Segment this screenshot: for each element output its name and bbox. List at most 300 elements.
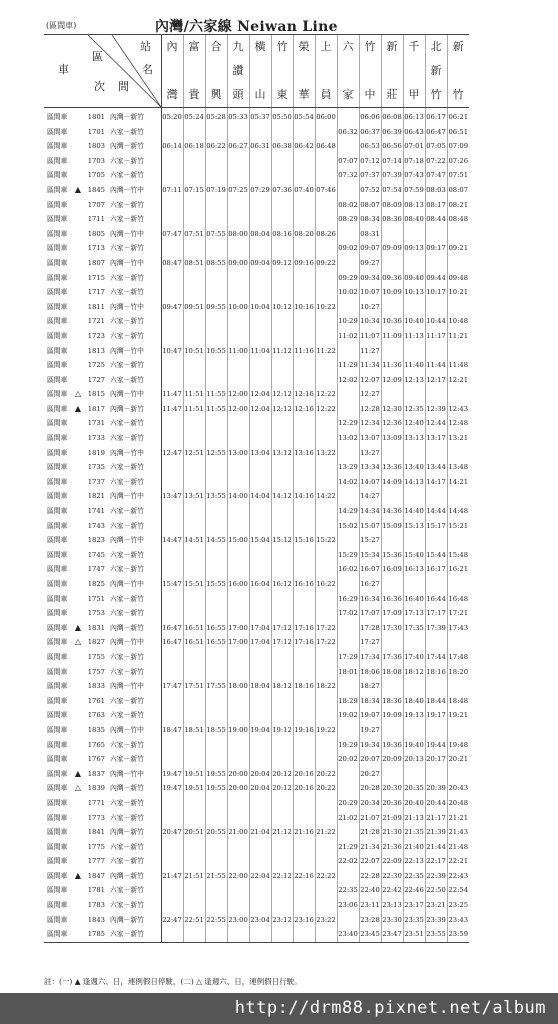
train-row — [44, 271, 469, 286]
time-cell: 06:14 — [161, 139, 183, 154]
time-cell — [161, 125, 183, 140]
time-cell — [271, 314, 293, 329]
time-cell: 14:27 — [359, 489, 381, 504]
time-cell: 20:07 — [359, 752, 381, 767]
time-cell: 14:36 — [381, 504, 403, 519]
station-header-3 — [227, 35, 249, 108]
time-cell: 11:16 — [293, 344, 315, 359]
time-cell — [227, 548, 249, 563]
time-cell: 13:44 — [425, 460, 447, 475]
time-cell: 12:13 — [403, 373, 425, 388]
train-row — [44, 198, 469, 213]
station-char: 富 — [188, 40, 200, 53]
time-cell: 18:40 — [403, 694, 425, 709]
time-cell: 12:47 — [161, 446, 183, 461]
time-cell — [337, 679, 359, 694]
time-cell: 12:09 — [381, 373, 403, 388]
time-cell — [447, 679, 469, 694]
station-header-0 — [161, 35, 183, 108]
service-mark — [71, 300, 85, 315]
time-cell: 06:22 — [205, 139, 227, 154]
time-cell — [315, 373, 337, 388]
time-cell: 14:12 — [271, 489, 293, 504]
time-cell — [205, 796, 227, 811]
time-cell: 15:51 — [183, 577, 205, 592]
time-cell — [315, 460, 337, 475]
time-cell — [447, 387, 469, 402]
time-cell: 13:36 — [381, 460, 403, 475]
train-row — [44, 504, 469, 519]
time-cell — [271, 431, 293, 446]
service-mark: △ — [74, 389, 82, 399]
timetable-body — [44, 108, 469, 943]
train-number: 1775 — [87, 842, 105, 851]
time-cell — [337, 300, 359, 315]
time-cell: 13:07 — [359, 431, 381, 446]
time-cell — [205, 883, 227, 898]
time-cell: 11:36 — [381, 358, 403, 373]
time-cell — [227, 927, 249, 942]
train-route: 六家－新竹 — [107, 519, 161, 534]
time-cell: 07:51 — [447, 168, 469, 183]
time-cell — [271, 927, 293, 942]
train-route: 內灣－竹中 — [107, 577, 161, 592]
time-cell — [205, 329, 227, 344]
time-cell — [227, 358, 249, 373]
time-cell: 21:36 — [381, 840, 403, 855]
time-cell: 18:27 — [359, 679, 381, 694]
time-cell — [271, 548, 293, 563]
service-mark — [71, 577, 85, 592]
time-cell: 22:54 — [447, 883, 469, 898]
time-cell: 10:00 — [227, 300, 249, 315]
time-cell — [315, 811, 337, 826]
train-route: 六家－新竹 — [107, 168, 161, 183]
train-class-tag: (區間車) — [46, 21, 77, 30]
train-type: 區間車 — [47, 346, 68, 355]
station-header-2 — [205, 35, 227, 108]
train-number: 1817 — [87, 404, 105, 413]
time-cell: 08:21 — [447, 198, 469, 213]
time-cell — [249, 416, 271, 431]
time-cell — [205, 562, 227, 577]
time-cell: 17:00 — [227, 635, 249, 650]
time-cell: 19:22 — [315, 723, 337, 738]
time-cell — [227, 811, 249, 826]
train-type: 區間車 — [47, 740, 68, 749]
time-cell: 06:42 — [293, 139, 315, 154]
train-type: 區間車 — [47, 565, 68, 574]
time-cell: 15:02 — [337, 519, 359, 534]
time-cell — [183, 212, 205, 227]
time-cell — [271, 665, 293, 680]
time-cell — [205, 314, 227, 329]
train-route: 內灣－新竹 — [107, 869, 161, 884]
time-cell — [337, 139, 359, 154]
time-cell: 10:13 — [403, 285, 425, 300]
service-mark — [71, 373, 85, 388]
time-cell: 10:48 — [447, 314, 469, 329]
train-route: 六家－新竹 — [107, 738, 161, 753]
time-cell: 13:40 — [403, 460, 425, 475]
station-char: 山 — [254, 88, 266, 101]
train-route: 內灣－竹中 — [107, 635, 161, 650]
train-number: 1753 — [87, 609, 105, 618]
time-cell: 06:53 — [359, 139, 381, 154]
time-cell: 11:51 — [183, 387, 205, 402]
train-type: 區間車 — [47, 229, 68, 238]
time-cell — [205, 271, 227, 286]
time-cell: 21:48 — [447, 840, 469, 855]
time-cell: 12:28 — [359, 402, 381, 417]
time-cell: 09:34 — [359, 271, 381, 286]
time-cell — [271, 460, 293, 475]
time-cell — [183, 431, 205, 446]
station-header-11 — [403, 35, 425, 108]
time-cell: 19:16 — [293, 723, 315, 738]
time-cell — [337, 533, 359, 548]
time-cell — [293, 650, 315, 665]
time-cell: 06:47 — [425, 125, 447, 140]
train-number: 1821 — [87, 492, 105, 501]
station-header-13 — [447, 35, 469, 108]
time-cell: 06:43 — [403, 125, 425, 140]
time-cell: 12:48 — [447, 416, 469, 431]
time-cell — [205, 898, 227, 913]
time-cell: 16:09 — [381, 562, 403, 577]
time-cell — [425, 300, 447, 315]
train-route: 六家－新竹 — [107, 927, 161, 942]
train-type: 區間車 — [47, 361, 68, 370]
train-route: 六家－新竹 — [107, 694, 161, 709]
time-cell — [293, 329, 315, 344]
time-cell — [249, 168, 271, 183]
time-cell: 06:31 — [249, 139, 271, 154]
train-row — [44, 446, 469, 461]
time-cell — [293, 271, 315, 286]
time-cell — [271, 198, 293, 213]
time-cell: 17:04 — [249, 621, 271, 636]
time-cell: 17:17 — [425, 606, 447, 621]
service-mark — [71, 431, 85, 446]
time-cell — [227, 796, 249, 811]
time-cell: 16:12 — [271, 577, 293, 592]
train-type: 區間車 — [47, 302, 68, 311]
station-char: 新 — [452, 40, 464, 53]
time-cell: 07:25 — [227, 183, 249, 198]
station-header-9 — [359, 35, 381, 108]
time-cell — [381, 635, 403, 650]
time-cell — [337, 344, 359, 359]
train-route: 六家－新竹 — [107, 840, 161, 855]
time-cell: 16:55 — [205, 635, 227, 650]
time-cell: 09:12 — [271, 256, 293, 271]
station-char: 華 — [298, 88, 310, 101]
time-cell — [161, 665, 183, 680]
time-cell: 14:00 — [227, 489, 249, 504]
time-cell — [337, 869, 359, 884]
time-cell: 12:02 — [337, 373, 359, 388]
time-cell: 23:16 — [293, 913, 315, 928]
time-cell — [205, 373, 227, 388]
time-cell: 20:04 — [249, 781, 271, 796]
station-char: 讚 — [232, 64, 244, 77]
time-cell: 12:34 — [359, 416, 381, 431]
time-cell: 19:29 — [337, 738, 359, 753]
time-cell: 19:02 — [337, 708, 359, 723]
time-cell — [227, 650, 249, 665]
time-cell: 08:13 — [403, 198, 425, 213]
service-mark — [71, 139, 85, 154]
time-cell — [249, 212, 271, 227]
train-type: 區間車 — [47, 492, 68, 501]
service-mark — [71, 256, 85, 271]
time-cell: 06:32 — [337, 125, 359, 140]
time-cell: 19:55 — [205, 767, 227, 782]
time-cell: 17:51 — [183, 679, 205, 694]
service-mark: △ — [74, 783, 82, 793]
time-cell: 12:12 — [271, 387, 293, 402]
time-cell: 12:04 — [249, 387, 271, 402]
time-cell: 13:12 — [271, 446, 293, 461]
time-cell — [205, 431, 227, 446]
time-cell — [315, 883, 337, 898]
time-cell: 07:37 — [359, 168, 381, 183]
time-cell: 19:21 — [447, 708, 469, 723]
time-cell — [161, 460, 183, 475]
station-char: 合 — [210, 40, 222, 53]
time-cell — [271, 154, 293, 169]
time-cell: 19:36 — [381, 738, 403, 753]
time-cell: 10:29 — [337, 314, 359, 329]
time-cell — [205, 416, 227, 431]
time-cell — [293, 168, 315, 183]
time-cell — [293, 358, 315, 373]
time-cell — [161, 431, 183, 446]
time-cell: 21:17 — [425, 811, 447, 826]
time-cell — [183, 592, 205, 607]
train-type: 區間車 — [47, 915, 68, 924]
time-cell — [315, 898, 337, 913]
header-corner — [44, 35, 161, 108]
time-cell: 07:39 — [381, 168, 403, 183]
time-cell — [293, 125, 315, 140]
time-cell — [249, 271, 271, 286]
time-cell: 18:22 — [315, 679, 337, 694]
time-cell — [161, 883, 183, 898]
time-cell: 19:00 — [227, 723, 249, 738]
train-row — [44, 154, 469, 169]
time-cell: 20:13 — [403, 752, 425, 767]
time-cell: 10:04 — [249, 300, 271, 315]
train-number: 1835 — [87, 725, 105, 734]
train-number: 1783 — [87, 901, 105, 910]
time-cell — [381, 679, 403, 694]
time-cell: 12:22 — [315, 387, 337, 402]
time-cell: 07:43 — [403, 168, 425, 183]
station-char: 中 — [364, 88, 376, 101]
time-cell — [271, 796, 293, 811]
time-cell — [161, 927, 183, 942]
train-route: 六家－新竹 — [107, 416, 161, 431]
time-cell: 20:00 — [227, 781, 249, 796]
time-cell: 17:28 — [359, 621, 381, 636]
time-cell: 14:21 — [447, 475, 469, 490]
time-cell: 20:48 — [447, 796, 469, 811]
time-cell — [249, 562, 271, 577]
time-cell: 20:22 — [315, 781, 337, 796]
train-number: 1723 — [87, 331, 105, 340]
time-cell: 23:04 — [249, 913, 271, 928]
time-cell — [381, 723, 403, 738]
time-cell — [249, 708, 271, 723]
time-cell: 20:21 — [447, 752, 469, 767]
train-row — [44, 635, 469, 650]
train-type: 區間車 — [47, 901, 68, 910]
time-cell: 17:00 — [227, 621, 249, 636]
time-cell — [447, 767, 469, 782]
time-cell: 23:47 — [381, 927, 403, 942]
time-cell: 13:02 — [337, 431, 359, 446]
time-cell — [205, 154, 227, 169]
train-number: 1701 — [87, 127, 105, 136]
time-cell: 09:16 — [293, 256, 315, 271]
time-cell: 17:48 — [447, 650, 469, 665]
time-cell — [227, 752, 249, 767]
time-cell — [315, 154, 337, 169]
time-cell — [381, 489, 403, 504]
time-cell: 19:27 — [359, 723, 381, 738]
time-cell: 07:51 — [183, 227, 205, 242]
time-cell — [183, 154, 205, 169]
time-cell: 19:48 — [447, 738, 469, 753]
time-cell: 15:12 — [271, 533, 293, 548]
train-number: 1737 — [87, 477, 105, 486]
time-cell: 22:46 — [403, 883, 425, 898]
train-type: 區間車 — [47, 404, 68, 413]
time-cell: 15:13 — [403, 519, 425, 534]
service-mark — [71, 212, 85, 227]
time-cell: 22:47 — [161, 913, 183, 928]
time-cell: 23:00 — [227, 913, 249, 928]
train-row — [44, 125, 469, 140]
time-cell — [271, 606, 293, 621]
time-cell — [315, 548, 337, 563]
train-type: 區間車 — [47, 623, 68, 632]
station-char: 上 — [320, 40, 332, 53]
timetable-title: 內灣/六家線 Neiwan Line — [155, 19, 338, 35]
time-cell — [403, 533, 425, 548]
time-cell: 21:22 — [315, 825, 337, 840]
train-route: 內灣－新竹 — [107, 621, 161, 636]
train-type: 區間車 — [47, 331, 68, 340]
time-cell — [337, 913, 359, 928]
service-mark — [71, 416, 85, 431]
time-cell: 07:55 — [205, 227, 227, 242]
time-cell: 17:39 — [425, 621, 447, 636]
train-route: 六家－新竹 — [107, 358, 161, 373]
time-cell — [205, 854, 227, 869]
train-type: 區間車 — [47, 185, 68, 194]
time-cell: 11:51 — [183, 402, 205, 417]
time-cell: 18:34 — [359, 694, 381, 709]
time-cell: 12:27 — [359, 387, 381, 402]
time-cell — [425, 344, 447, 359]
time-cell — [381, 577, 403, 592]
time-cell — [293, 314, 315, 329]
time-cell — [425, 533, 447, 548]
train-route: 內灣－新竹 — [107, 825, 161, 840]
time-cell: 05:28 — [205, 108, 227, 125]
train-row — [44, 883, 469, 898]
train-row — [44, 752, 469, 767]
time-cell: 21:30 — [381, 825, 403, 840]
train-route: 內灣－竹中 — [107, 227, 161, 242]
time-cell — [161, 694, 183, 709]
time-cell — [315, 198, 337, 213]
train-type: 區間車 — [47, 273, 68, 282]
station-char: 竹 — [430, 88, 442, 101]
time-cell — [161, 212, 183, 227]
time-cell: 19:34 — [359, 738, 381, 753]
station-header-8 — [337, 35, 359, 108]
time-cell: 06:27 — [227, 139, 249, 154]
time-cell — [271, 811, 293, 826]
time-cell — [315, 431, 337, 446]
time-cell — [183, 373, 205, 388]
train-row — [44, 738, 469, 753]
time-cell: 09:36 — [381, 271, 403, 286]
train-row — [44, 606, 469, 621]
time-cell — [293, 475, 315, 490]
time-cell — [227, 475, 249, 490]
time-cell: 15:36 — [381, 548, 403, 563]
service-mark — [71, 898, 85, 913]
time-cell — [205, 198, 227, 213]
time-cell: 16:04 — [249, 577, 271, 592]
time-cell: 18:47 — [161, 723, 183, 738]
time-cell — [161, 738, 183, 753]
time-cell — [403, 446, 425, 461]
time-cell: 09:29 — [337, 271, 359, 286]
time-cell: 23:45 — [359, 927, 381, 942]
train-number: 1761 — [87, 696, 105, 705]
service-mark — [71, 198, 85, 213]
time-cell — [293, 898, 315, 913]
time-cell — [249, 373, 271, 388]
time-cell — [183, 854, 205, 869]
train-route: 內灣－竹中 — [107, 533, 161, 548]
time-cell: 08:40 — [403, 212, 425, 227]
time-cell — [205, 738, 227, 753]
time-cell: 09:55 — [205, 300, 227, 315]
time-cell — [161, 329, 183, 344]
station-char: 莊 — [386, 88, 398, 101]
time-cell: 23:21 — [425, 898, 447, 913]
time-cell: 12:43 — [447, 402, 469, 417]
train-route: 內灣－新竹 — [107, 139, 161, 154]
time-cell: 19:44 — [425, 738, 447, 753]
time-cell: 06:13 — [403, 108, 425, 125]
time-cell: 14:29 — [337, 504, 359, 519]
time-cell: 05:20 — [161, 108, 183, 125]
time-cell: 20:39 — [425, 781, 447, 796]
time-cell: 20:35 — [403, 781, 425, 796]
time-cell — [315, 752, 337, 767]
time-cell: 18:44 — [425, 694, 447, 709]
time-cell: 20:51 — [183, 825, 205, 840]
time-cell — [315, 504, 337, 519]
